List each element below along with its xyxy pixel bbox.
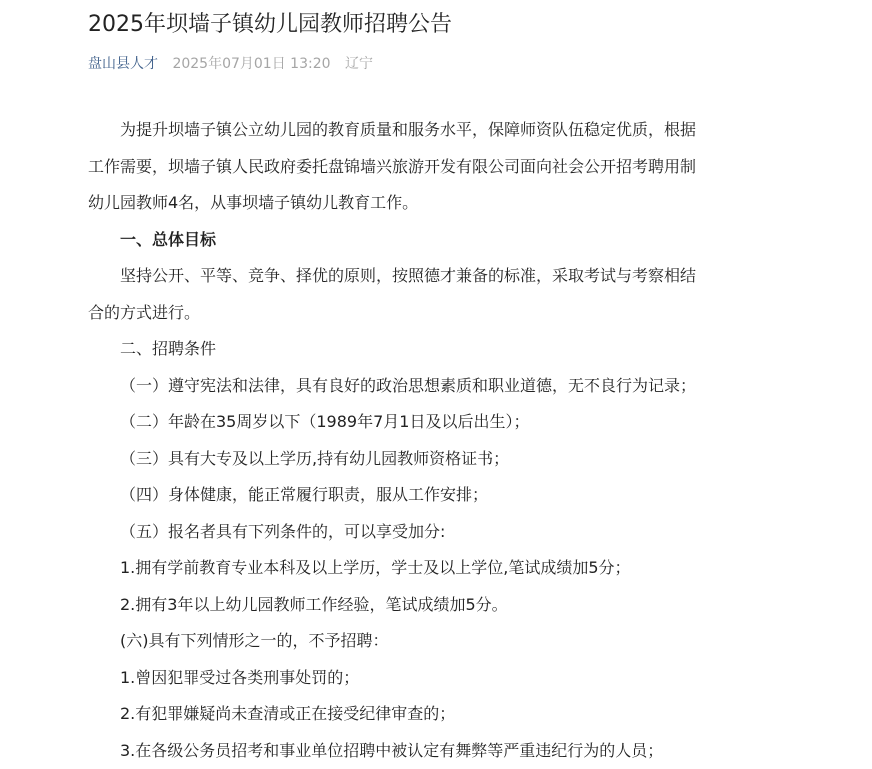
exclusion-item: 3.在各级公务员招考和事业单位招聘中被认定有舞弊等严重违纪行为的人员； [88, 733, 778, 769]
article-body [88, 112, 778, 769]
bonus-item: 1.拥有学前教育专业本科及以上学历，学士及以上学位,笔试成绩加5分； [88, 550, 778, 587]
intro-line: 为提升坝墙子镇公立幼儿园的教育质量和服务水平，保障师资队伍稳定优质，根据 [88, 112, 778, 149]
condition-item: （五）报名者具有下列条件的，可以享受加分: [88, 514, 778, 551]
publish-datetime: 2025年07月01日 13:20 [172, 56, 330, 72]
exclusion-item: 2.有犯罪嫌疑尚未查清或正在接受纪律审查的； [88, 696, 778, 733]
intro-line: 工作需要，坝墙子镇人民政府委托盘锦墙兴旅游开发有限公司面向社会公开招考聘用制 [88, 149, 778, 186]
goals-line: 合的方式进行。 [88, 295, 778, 332]
condition-item: （三）具有大专及以上学历,持有幼儿园教师资格证书； [88, 441, 778, 478]
source-link[interactable]: 盘山县人才 [88, 56, 158, 72]
condition-item: （二）年龄在35周岁以下（1989年7月1日及以后出生）； [88, 404, 778, 441]
section-heading-goals: 一、总体目标 [88, 222, 778, 259]
condition-item: （四）身体健康，能正常履行职责，服从工作安排； [88, 477, 778, 514]
intro-line: 幼儿园教师4名，从事坝墙子镇幼儿教育工作。 [88, 185, 778, 222]
article-meta [88, 53, 373, 75]
goals-line: 坚持公开、平等、竞争、择优的原则，按照德才兼备的标准，采取考试与考察相结 [88, 258, 778, 295]
exclusion-item: 1.曾因犯罪受过各类刑事处罚的； [88, 660, 778, 697]
region-label: 辽宁 [345, 56, 373, 72]
section-heading-conditions: 二、招聘条件 [88, 331, 778, 368]
condition-item: （一）遵守宪法和法律，具有良好的政治思想素质和职业道德，无不良行为记录； [88, 368, 778, 405]
bonus-item: 2.拥有3年以上幼儿园教师工作经验，笔试成绩加5分。 [88, 587, 778, 624]
exclusion-heading: (六)具有下列情形之一的，不予招聘： [88, 623, 778, 660]
article-title: 2025年坝墙子镇幼儿园教师招聘公告 [88, 8, 452, 42]
